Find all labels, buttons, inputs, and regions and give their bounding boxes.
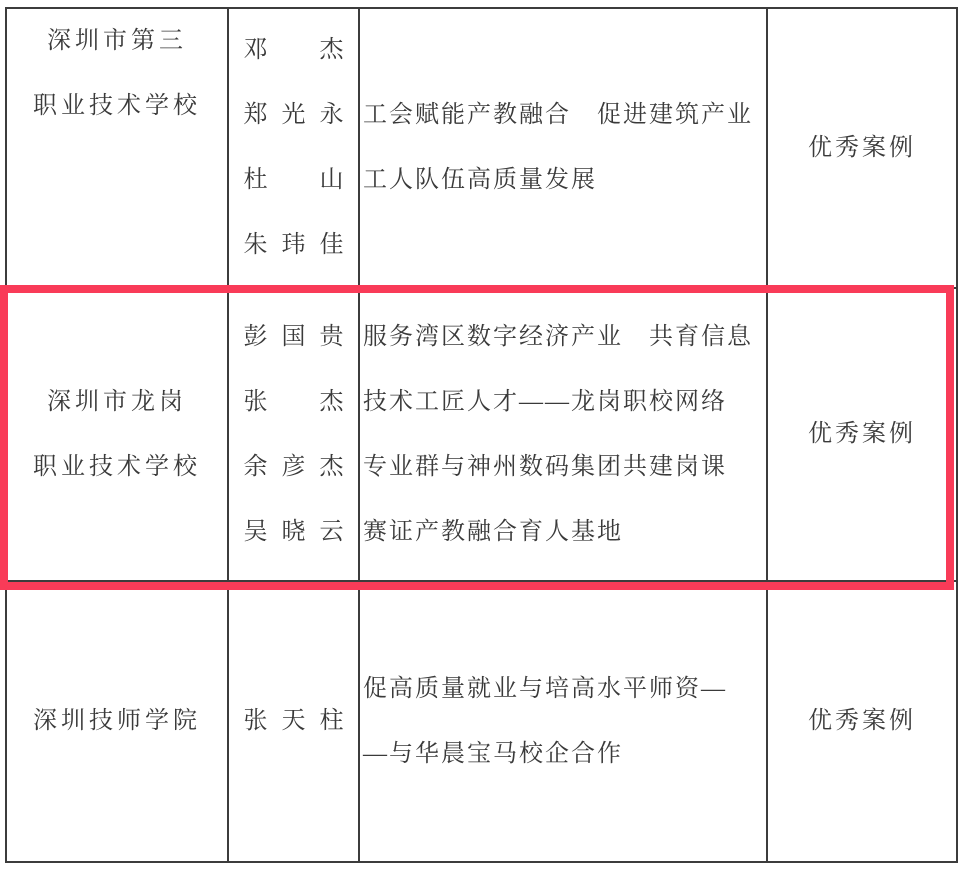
project-title-line: 工人队伍高质量发展 bbox=[363, 167, 597, 193]
project-title-line: 促高质量就业与培高水平师资— bbox=[363, 675, 727, 702]
project-title-line: 服务湾区数字经济产业 共育信息 bbox=[363, 323, 753, 350]
award-label: 优秀案例 bbox=[808, 708, 916, 734]
project-title-line: 技术工匠人才——龙岗职校网络 bbox=[363, 388, 727, 415]
person-name: 张杰 bbox=[243, 388, 344, 415]
project-title-line: —与华晨宝马校企合作 bbox=[363, 740, 623, 767]
school-name-line: 深圳市龙岗 bbox=[47, 388, 187, 415]
school-cell bbox=[7, 9, 229, 289]
project-title-line: 工会赋能产教融合 促进建筑产业 bbox=[363, 102, 753, 128]
project-title-line: 专业群与神州数码集团共建岗课 bbox=[363, 453, 727, 480]
names-cell bbox=[229, 9, 360, 289]
person-name: 邓杰 bbox=[243, 37, 344, 63]
school-cell bbox=[7, 289, 229, 582]
school-cell bbox=[7, 582, 229, 861]
award-cell bbox=[768, 289, 956, 582]
project-title-line: 赛证产教融合育人基地 bbox=[363, 518, 623, 545]
school-name-line: 深圳市第三 bbox=[47, 28, 187, 54]
person-name: 吴晓云 bbox=[243, 518, 344, 545]
project-title-cell bbox=[360, 289, 768, 582]
award-cell bbox=[768, 9, 956, 289]
person-name: 张天柱 bbox=[243, 708, 344, 734]
school-name-line: 深圳技师学院 bbox=[33, 708, 201, 734]
award-label: 优秀案例 bbox=[808, 134, 916, 161]
person-name: 郑光永 bbox=[243, 102, 344, 128]
award-cell bbox=[768, 582, 956, 861]
school-name-line: 职业技术学校 bbox=[33, 453, 201, 480]
person-name: 杜山 bbox=[243, 167, 344, 193]
names-cell bbox=[229, 289, 360, 582]
names-cell bbox=[229, 582, 360, 861]
person-name: 彭国贵 bbox=[243, 323, 344, 350]
award-table bbox=[5, 7, 958, 863]
project-title-cell bbox=[360, 9, 768, 289]
school-name-line: 职业技术学校 bbox=[33, 93, 201, 119]
person-name: 余彦杰 bbox=[243, 453, 344, 480]
person-name: 朱玮佳 bbox=[243, 232, 344, 258]
award-label: 优秀案例 bbox=[808, 421, 916, 447]
project-title-cell bbox=[360, 582, 768, 861]
